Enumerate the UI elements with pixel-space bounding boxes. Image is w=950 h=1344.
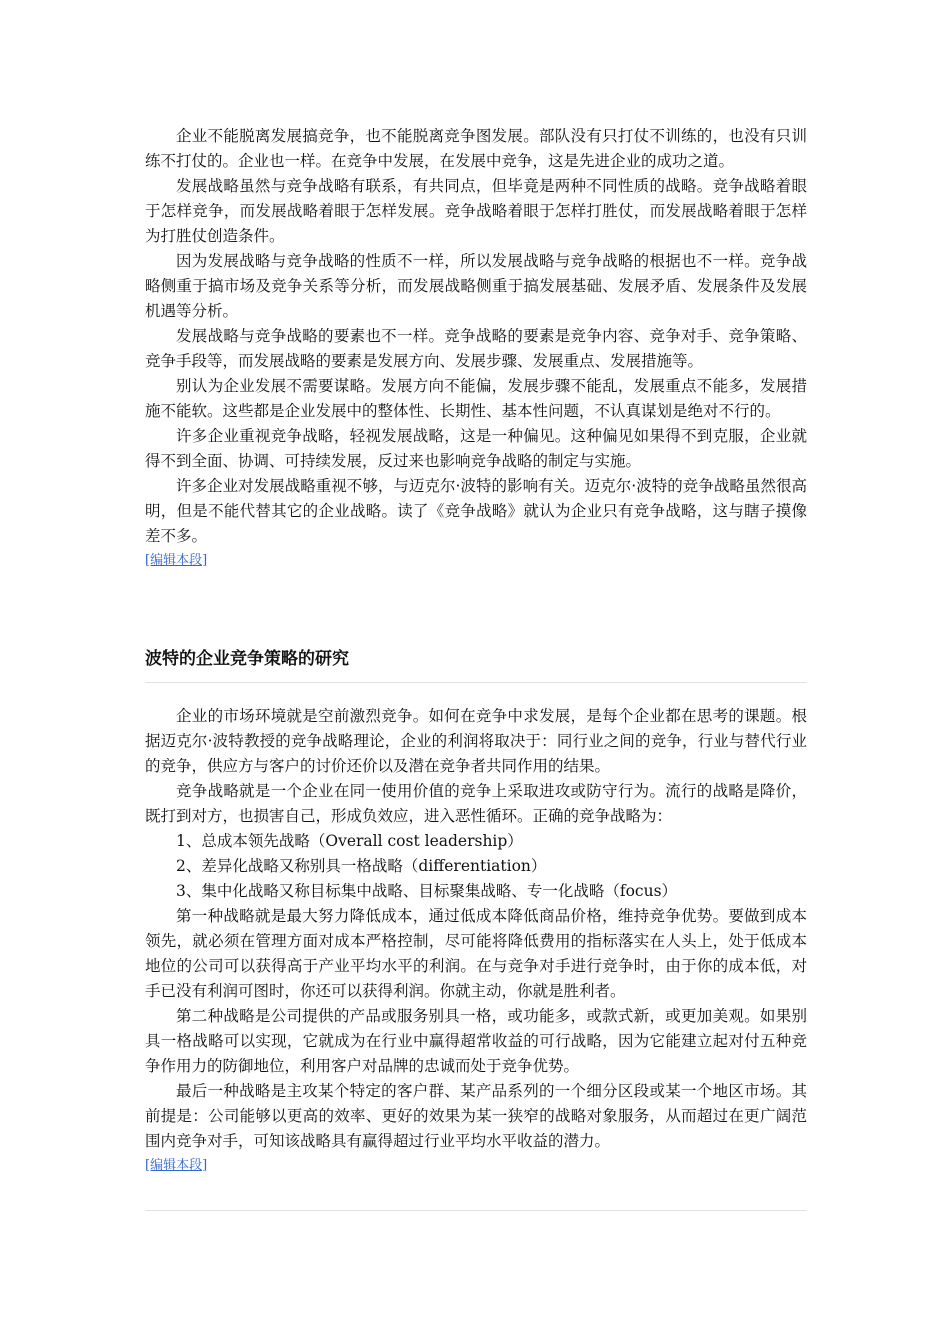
strategy-list-item: 2、差异化战略又称别具一格战略（differentiation） xyxy=(176,857,547,875)
paragraph: 发展战略与竞争战略的要素也不一样。竞争战略的要素是竞争内容、竞争对手、竞争策略、竞争手段等，而发展战略的要素是发展方向、发展步骤、发展重点、发展措施等。 xyxy=(145,327,807,370)
paragraph: 第二种战略是公司提供的产品或服务别具一格，或功能多，或款式新，或更加美观。如果别具一格战略可以实现，它就成为在行业中赢得超常收益的可行战略，因为它能建立起对付五种竞争作用力的防御地位，利用客户对品牌的忠诚而处于竞争优势。 xyxy=(145,1007,807,1075)
paragraph: 企业的市场环境就是空前激烈竞争。如何在竞争中求发展，是每个企业都在思考的课题。根据迈克尔·波特教授的竞争战略理论，企业的利润将取决于：同行业之间的竞争，行业与替代行业的竞争，供应方与客户的讨价还价以及潜在竞争者共同作用的结果。 xyxy=(145,707,807,775)
paragraph: 企业不能脱离发展搞竞争，也不能脱离竞争图发展。部队没有只打仗不训练的，也没有只训练不打仗的。企业也一样。在竞争中发展，在发展中竞争，这是先进企业的成功之道。 xyxy=(145,127,807,170)
edit-section-link[interactable]: [编辑本段] xyxy=(145,1158,208,1173)
section-1-body xyxy=(145,124,807,572)
paragraph: 许多企业重视竞争战略，轻视发展战略，这是一种偏见。这种偏见如果得不到克服，企业就得不到全面、协调、可持续发展，反过来也影响竞争战略的制定与实施。 xyxy=(145,427,807,470)
paragraph: 许多企业对发展战略重视不够，与迈克尔·波特的影响有关。迈克尔·波特的竞争战略虽然很高明，但是不能代替其它的企业战略。读了《竞争战略》就认为企业只有竞争战略，这与瞎子摸像差不多。 xyxy=(145,477,807,545)
paragraph: 竞争战略就是一个企业在同一使用价值的竞争上采取进攻或防守行为。流行的战略是降价，既打到对方，也损害自己，形成负效应，进入恶性循环。正确的竞争战略为： xyxy=(145,782,807,825)
section-title: 波特的企业竞争策略的研究 xyxy=(145,646,807,683)
paragraph: 别认为企业发展不需要谋略。发展方向不能偏，发展步骤不能乱，发展重点不能多，发展措施不能软。这些都是企业发展中的整体性、长期性、基本性问题，不认真谋划是绝对不行的。 xyxy=(145,377,807,420)
paragraph: 第一种战略就是最大努力降低成本，通过低成本降低商品价格，维持竞争优势。要做到成本领先，就必须在管理方面对成本严格控制，尽可能将降低费用的指标落实在人头上，处于低成本地位的公司可以获得高于产业平均水平的利润。在与竞争对手进行竞争时，由于你的成本低，对手已没有利润可图时，你还可以获得利润。你就主动，你就是胜利者。 xyxy=(145,907,807,1000)
section-2-body xyxy=(145,704,807,1177)
strategy-list-item: 3、集中化战略又称目标集中战略、目标聚集战略、专一化战略（focus） xyxy=(176,882,678,900)
paragraph: 最后一种战略是主攻某个特定的客户群、某产品系列的一个细分区段或某一个地区市场。其前提是：公司能够以更高的效率、更好的效果为某一狭窄的战略对象服务，从而超过在更广阔范围内竞争对手，可知该战略具有赢得超过行业平均水平收益的潜力。 xyxy=(145,1082,807,1150)
edit-section-link[interactable]: [编辑本段] xyxy=(145,553,208,568)
section-2 xyxy=(145,646,807,683)
section-divider xyxy=(145,1210,807,1211)
strategy-list-item: 1、总成本领先战略（Overall cost leadership） xyxy=(176,832,523,850)
paragraph: 发展战略虽然与竞争战略有联系，有共同点，但毕竟是两种不同性质的战略。竞争战略着眼于怎样竞争，而发展战略着眼于怎样发展。竞争战略着眼于怎样打胜仗，而发展战略着眼于怎样为打胜仗创造条件。 xyxy=(145,177,807,245)
paragraph: 因为发展战略与竞争战略的性质不一样，所以发展战略与竞争战略的根据也不一样。竞争战略侧重于搞市场及竞争关系等分析，而发展战略侧重于搞发展基础、发展矛盾、发展条件及发展机遇等分析。 xyxy=(145,252,807,320)
